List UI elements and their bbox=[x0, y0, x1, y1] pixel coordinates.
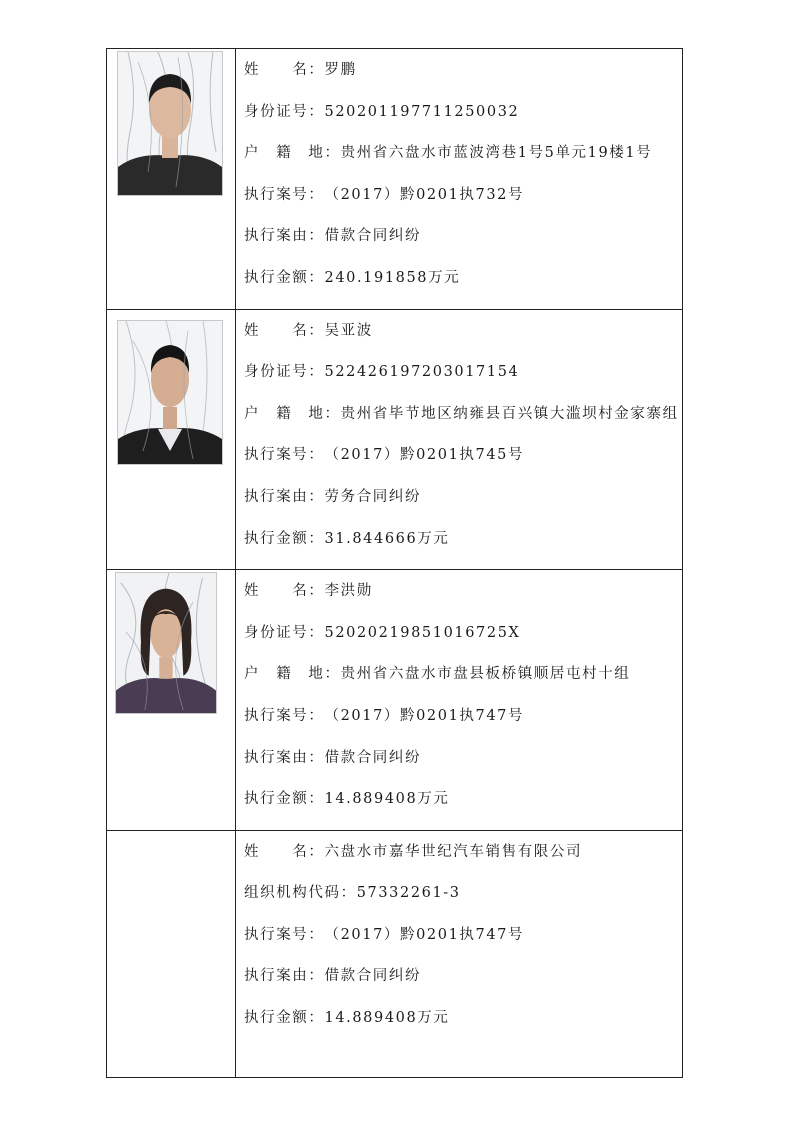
amount-value: 240.191858万元 bbox=[324, 269, 461, 286]
address-value: 贵州省毕节地区纳雍县百兴镇大滥坝村金家寨组 bbox=[340, 405, 679, 422]
amount-line bbox=[244, 1007, 682, 1049]
case-no-label: 执行案号： bbox=[244, 447, 325, 464]
name-line bbox=[244, 59, 682, 101]
name-value: 罗鹏 bbox=[324, 62, 357, 78]
case-no-value: （2017）黔0201执745号 bbox=[324, 447, 525, 464]
cause-value: 劳务合同纠纷 bbox=[324, 488, 422, 505]
case-no-line bbox=[244, 184, 682, 226]
case-no-value: （2017）黔0201执747号 bbox=[324, 707, 525, 724]
address-line bbox=[244, 663, 682, 705]
portrait-photo bbox=[115, 572, 217, 714]
amount-label: 执行金额： bbox=[244, 791, 325, 808]
cause-value: 借款合同纠纷 bbox=[324, 968, 422, 985]
name-line bbox=[244, 320, 682, 362]
case-no-value: （2017）黔0201执747号 bbox=[324, 926, 525, 943]
id-line bbox=[244, 101, 682, 143]
cause-line bbox=[244, 965, 682, 1007]
org-code-label: 组织机构代码： bbox=[244, 885, 357, 902]
photo-cell bbox=[107, 570, 236, 831]
cause-value: 借款合同纠纷 bbox=[324, 749, 422, 766]
amount-value: 14.889408万元 bbox=[324, 791, 450, 808]
address-value: 贵州省六盘水市蓝波湾巷1号5单元19楼1号 bbox=[340, 145, 653, 162]
id-label: 身份证号： bbox=[244, 624, 325, 641]
case-no-label: 执行案号： bbox=[244, 186, 325, 203]
cause-label: 执行案由： bbox=[244, 488, 325, 505]
cause-label: 执行案由： bbox=[244, 228, 325, 245]
address-line bbox=[244, 142, 682, 184]
address-line bbox=[244, 403, 682, 445]
table-row bbox=[107, 570, 683, 831]
name-line bbox=[244, 580, 682, 622]
case-no-line bbox=[244, 444, 682, 486]
cause-line bbox=[244, 486, 682, 528]
id-value: 52020219851016725X bbox=[324, 624, 521, 641]
address-label: 户 籍 地： bbox=[244, 666, 341, 683]
case-no-line bbox=[244, 924, 682, 966]
address-label: 户 籍 地： bbox=[244, 405, 341, 422]
case-no-label: 执行案号： bbox=[244, 707, 325, 724]
name-label: 姓 名： bbox=[244, 62, 325, 78]
amount-value: 31.844666万元 bbox=[324, 530, 450, 547]
portrait-photo bbox=[117, 51, 223, 196]
cause-value: 借款合同纠纷 bbox=[324, 228, 422, 245]
id-label: 身份证号： bbox=[244, 103, 325, 120]
id-line bbox=[244, 622, 682, 664]
table-row bbox=[107, 49, 683, 310]
case-no-label: 执行案号： bbox=[244, 926, 325, 943]
cause-label: 执行案由： bbox=[244, 968, 325, 985]
name-value: 吴亚波 bbox=[324, 322, 373, 339]
name-label: 姓 名： bbox=[244, 322, 325, 339]
info-cell bbox=[236, 570, 683, 831]
amount-line bbox=[244, 528, 682, 570]
amount-line bbox=[244, 788, 682, 830]
photo-cell bbox=[107, 309, 236, 570]
case-no-value: （2017）黔0201执732号 bbox=[324, 186, 525, 203]
id-value: 520201197711250032 bbox=[324, 103, 520, 120]
debtor-table bbox=[106, 48, 683, 1078]
name-value: 六盘水市嘉华世纪汽车销售有限公司 bbox=[324, 843, 583, 860]
address-label: 户 籍 地： bbox=[244, 145, 341, 162]
id-line bbox=[244, 361, 682, 403]
cause-line bbox=[244, 747, 682, 789]
name-label: 姓 名： bbox=[244, 843, 325, 860]
cause-label: 执行案由： bbox=[244, 749, 325, 766]
id-value: 522426197203017154 bbox=[324, 364, 520, 381]
case-no-line bbox=[244, 705, 682, 747]
amount-label: 执行金额： bbox=[244, 530, 325, 547]
name-line bbox=[244, 841, 682, 883]
amount-label: 执行金额： bbox=[244, 1010, 325, 1027]
photo-cell-empty bbox=[107, 830, 236, 1077]
id-label: 身份证号： bbox=[244, 364, 325, 381]
cause-line bbox=[244, 225, 682, 267]
info-cell bbox=[236, 49, 683, 310]
table-row bbox=[107, 309, 683, 570]
amount-value: 14.889408万元 bbox=[324, 1010, 450, 1027]
org-code-value: 57332261-3 bbox=[356, 885, 461, 902]
portrait-photo bbox=[117, 320, 223, 465]
amount-label: 执行金额： bbox=[244, 269, 325, 286]
address-value: 贵州省六盘水市盘县板桥镇顺居屯村十组 bbox=[340, 666, 631, 683]
info-cell bbox=[236, 830, 683, 1077]
name-label: 姓 名： bbox=[244, 583, 325, 600]
org-code-line bbox=[244, 882, 682, 924]
info-cell bbox=[236, 309, 683, 570]
photo-cell bbox=[107, 49, 236, 310]
name-value: 李洪勋 bbox=[324, 583, 373, 600]
amount-line bbox=[244, 267, 682, 309]
table-row bbox=[107, 830, 683, 1077]
